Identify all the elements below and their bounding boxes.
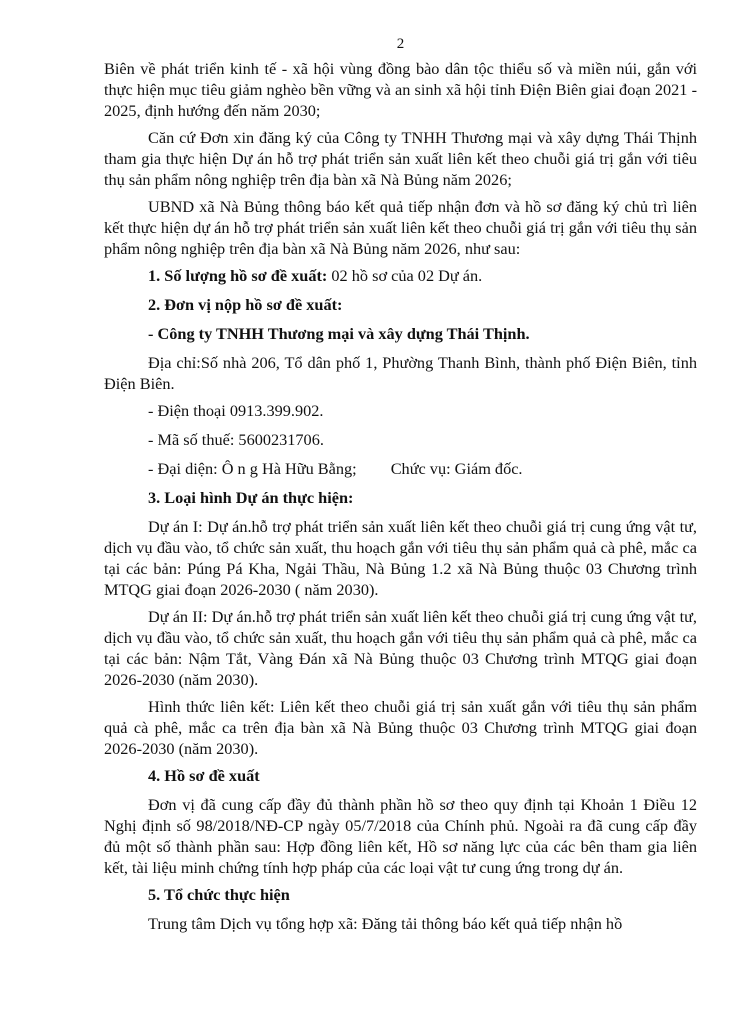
company-name: - Công ty TNHH Thương mại và xây dựng Thái Thịnh. bbox=[148, 324, 530, 343]
representative-name: - Đại diện: Ô n g Hà Hữu Bằng; bbox=[148, 459, 357, 478]
section-2-heading: 2. Đơn vị nộp hồ sơ đề xuất: bbox=[148, 295, 343, 314]
intro-continuation: Biên về phát triển kinh tế - xã hội vùng đồng bào dân tộc thiểu số và miền núi, gắn với thực hiện mục tiêu giảm nghèo bền vững và an sinh xã hội tỉnh Điện Biên giai đoạn 2021 - 2025, định hướng đến năm 2030; bbox=[104, 59, 697, 120]
company-address: Địa chỉ:Số nhà 206, Tổ dân phố 1, Phường Thanh Bình, thành phố Điện Biên, tỉnh Điện Biên. bbox=[104, 353, 697, 393]
company-phone: - Điện thoại 0913.399.902. bbox=[148, 401, 324, 420]
section-1-heading: 1. Số lượng hồ sơ đề xuất: bbox=[148, 266, 328, 285]
basis-paragraph: Căn cứ Đơn xin đăng ký của Công ty TNHH Thương mại và xây dựng Thái Thịnh tham gia thực hiện Dự án hỗ trợ phát triển sản xuất liên kết theo chuỗi giá trị gắn với tiêu thụ sản phẩm nông nghiệp trên địa bàn xã Nà Bủng năm 2026; bbox=[104, 128, 697, 189]
section-1 bbox=[104, 265, 697, 286]
page-number: 2 bbox=[396, 36, 405, 52]
section-1-text: 02 hồ sơ của 02 Dự án. bbox=[327, 266, 483, 285]
company-representative-line bbox=[104, 458, 697, 479]
project-2: Dự án II: Dự án.hỗ trợ phát triển sản xuất liên kết theo chuỗi giá trị cung ứng vật tư, dịch vụ đầu vào, tổ chức sản xuất, thu hoạch gắn với tiêu thụ sản phẩm quả cà phê, mắc ca tại các bản: Nậm Tắt, Vàng Đán xã Nà Bủng thuộc 03 Chương trình MTQG giai đoạn 2026-2030 (năm 2030). bbox=[104, 607, 697, 689]
linkage-form: Hình thức liên kết: Liên kết theo chuỗi giá trị sản xuất gắn với tiêu thụ sản phẩm quả cà phê, mắc ca trên địa bàn xã Nà Bủng thuộc 03 Chương trình MTQG giai đoạn 2026-2030 (năm 2030). bbox=[104, 697, 697, 758]
section-5-heading: 5. Tổ chức thực hiện bbox=[148, 885, 290, 904]
section-4-heading: 4. Hồ sơ đề xuất bbox=[148, 766, 260, 785]
representative-position: Chức vụ: Giám đốc. bbox=[390, 459, 523, 478]
section-4-text: Đơn vị đã cung cấp đầy đủ thành phần hồ sơ theo quy định tại Khoản 1 Điều 12 Nghị định số 98/2018/NĐ-CP ngày 05/7/2018 của Chính phủ. Ngoài ra đã cung cấp đầy đủ một số thành phần sau: Hợp đồng liên kết, Hồ sơ năng lực của các bên tham gia liên kết, tài liệu minh chứng tính hợp pháp của các loại vật tư cung ứng trong dự án. bbox=[104, 795, 697, 877]
project-1: Dự án I: Dự án.hỗ trợ phát triển sản xuất liên kết theo chuỗi giá trị cung ứng vật tư, dịch vụ đầu vào, tổ chức sản xuất, thu hoạch gắn với tiêu thụ sản phẩm quả cà phê, mắc ca tại các bản: Púng Pá Kha, Ngải Thầu, Nà Bủng 1.2 xã Nà Bủng thuộc 03 Chương trình MTQG giai đoạn 2026-2030 ( năm 2030). bbox=[104, 517, 697, 599]
announcement-paragraph: UBND xã Nà Bủng thông báo kết quả tiếp nhận đơn và hồ sơ đăng ký chủ trì liên kết thực hiện dự án hỗ trợ phát triển sản xuất liên kết theo chuỗi giá trị gắn với tiêu thụ sản phẩm nông nghiệp trên địa bàn xã Nà Bủng năm 2026, như sau: bbox=[104, 197, 697, 258]
section-5-text: Trung tâm Dịch vụ tổng hợp xã: Đăng tải thông báo kết quả tiếp nhận hồ bbox=[148, 914, 623, 933]
section-3-heading: 3. Loại hình Dự án thực hiện: bbox=[148, 488, 354, 507]
company-tax-code: - Mã số thuế: 5600231706. bbox=[148, 430, 324, 449]
